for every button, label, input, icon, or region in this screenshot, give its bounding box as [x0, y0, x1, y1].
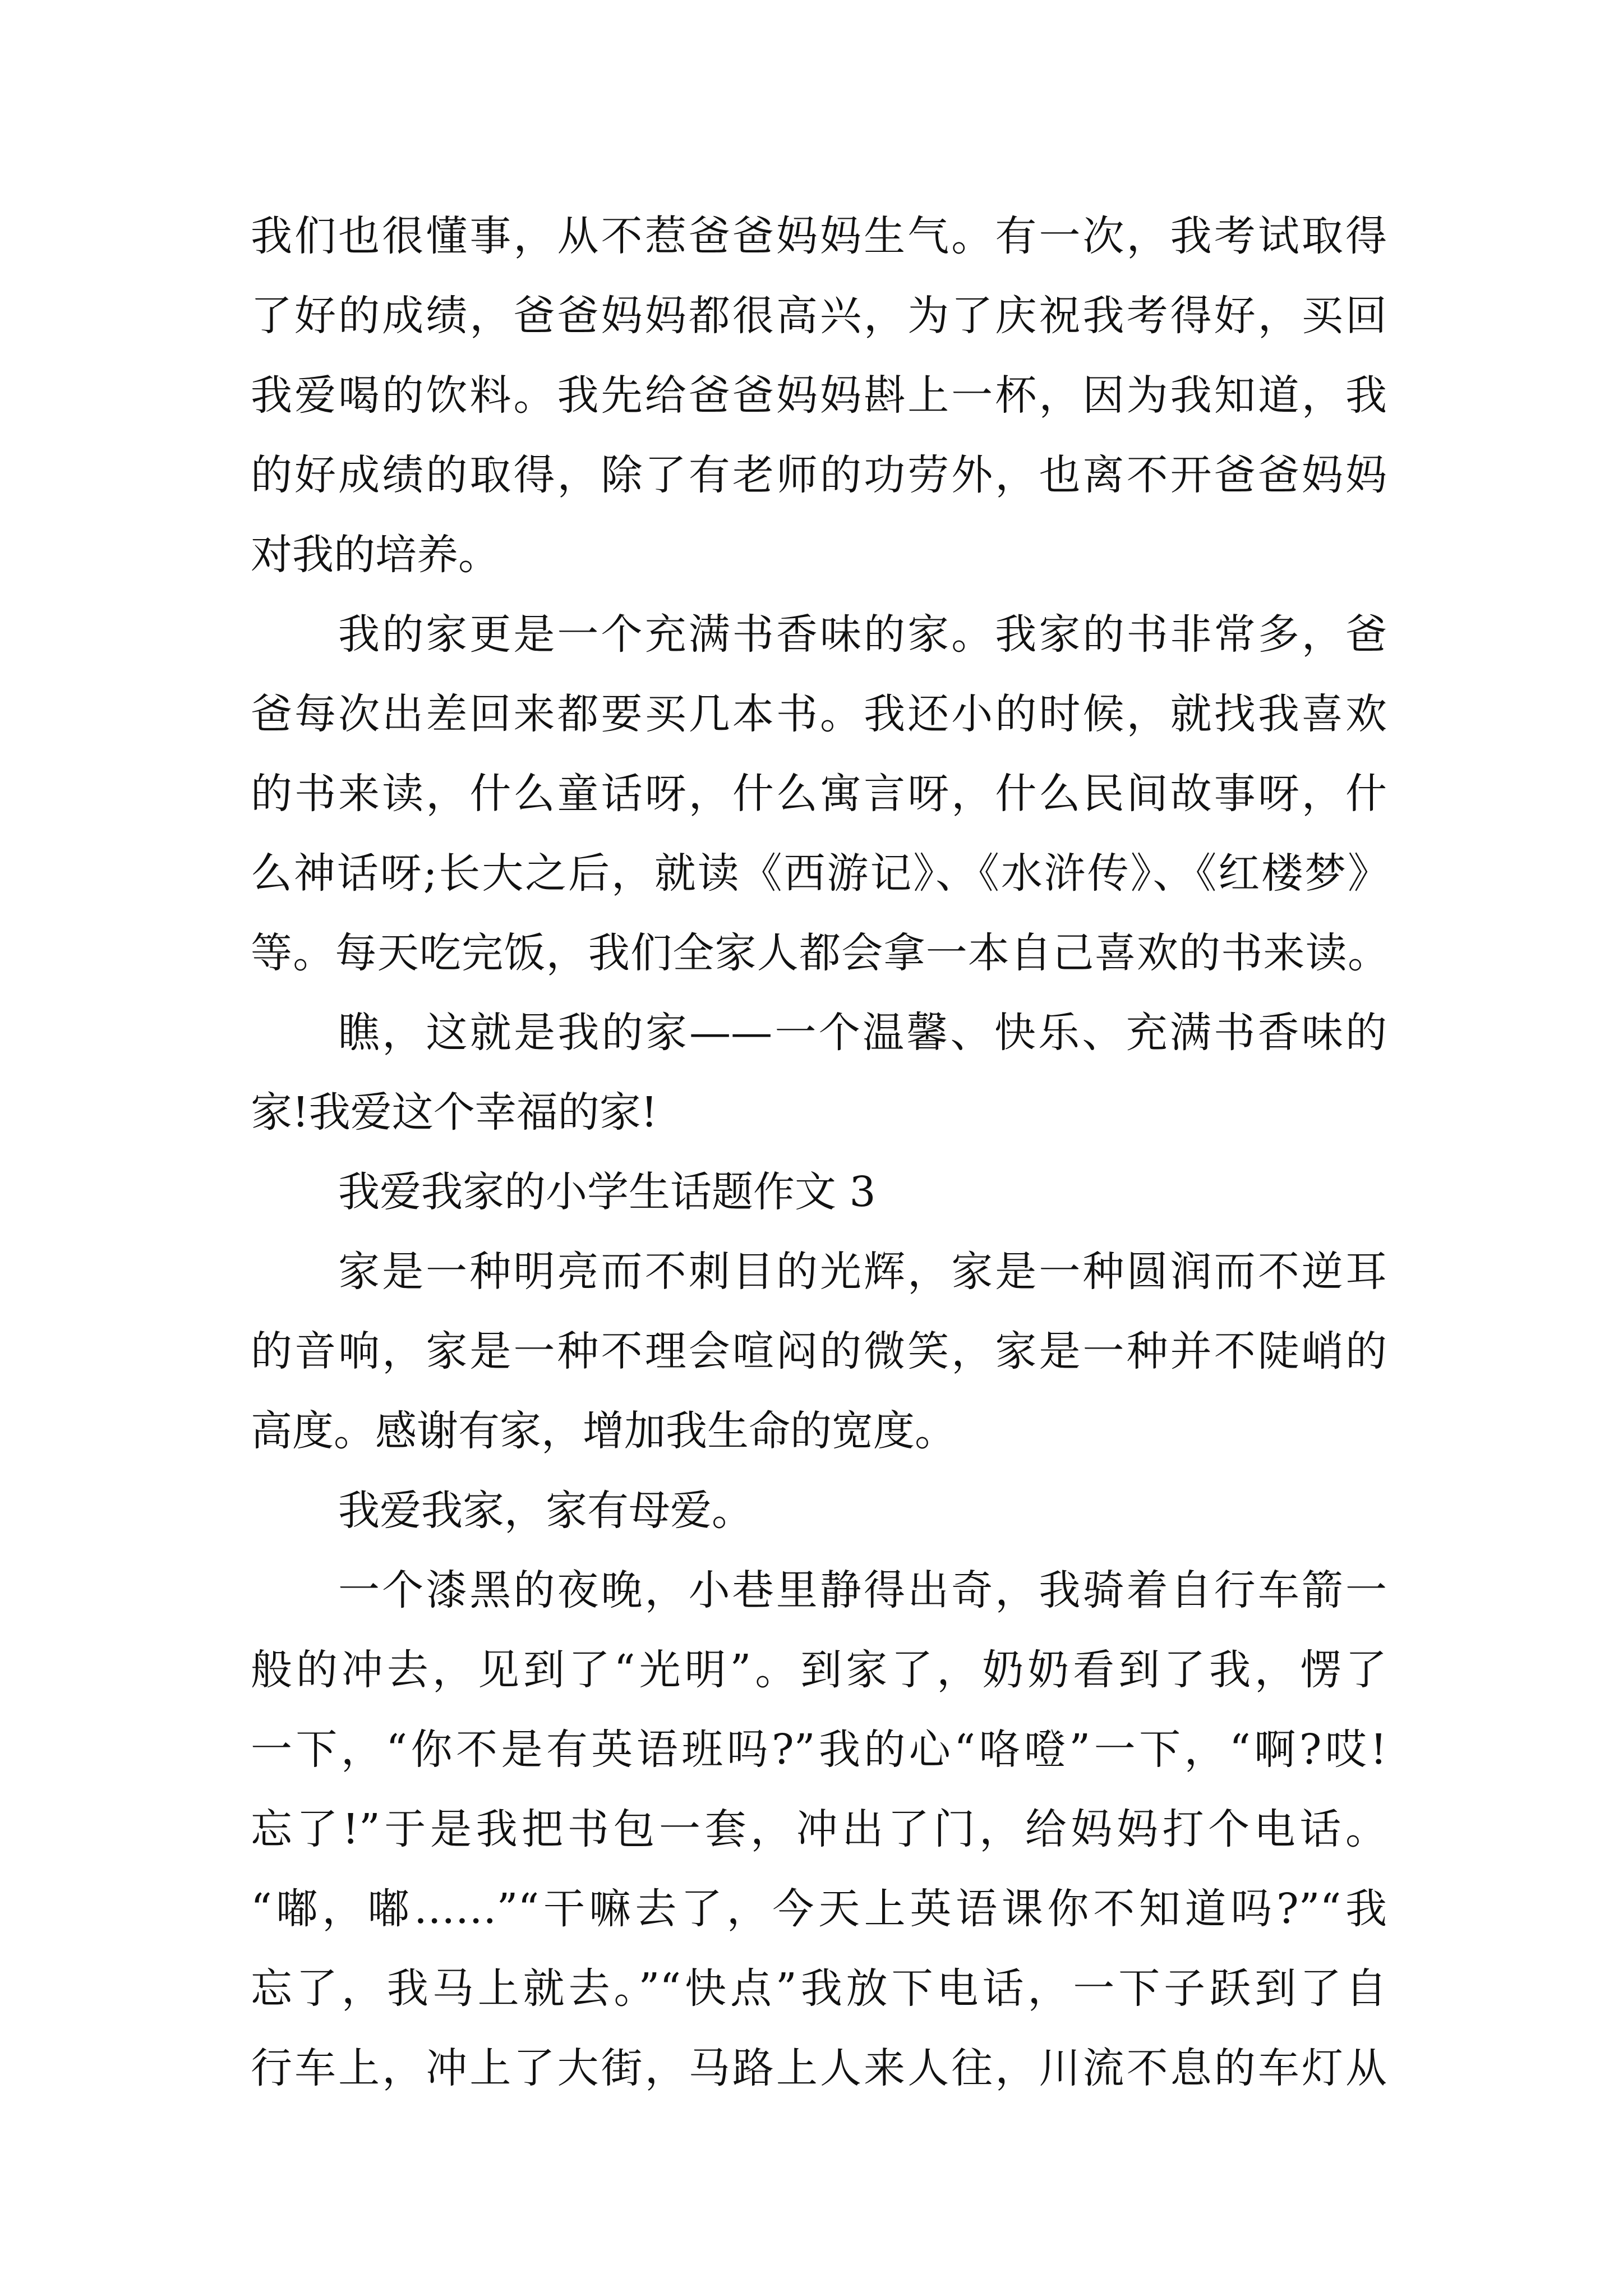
text-line: 我爱喝的饮料。我先给爸爸妈妈斟上一杯，因为我知道，我: [251, 371, 1387, 420]
text-line: 的音响，家是一种不理会喧闷的微笑，家是一种并不陡峭的: [251, 1327, 1387, 1375]
text-line: 一个漆黑的夜晚，小巷里静得出奇，我骑着自行车箭一: [338, 1566, 1387, 1614]
body-text: [251, 196, 1387, 2108]
text-line: 的书来读，什么童话呀，什么寓言呀，什么民间故事呀，什: [251, 770, 1387, 818]
text-line: 家是一种明亮而不刺目的光辉，家是一种圆润而不逆耳: [338, 1248, 1387, 1296]
text-line: 般的冲去，见到了“光明”。到家了，奶奶看到了我，愣了: [251, 1646, 1387, 1694]
text-line: 对我的培养。: [251, 531, 500, 579]
paragraph: [251, 1550, 1387, 2108]
paragraph: [251, 1471, 1387, 1550]
text-line: 等。每天吃完饭，我们全家人都会拿一本自己喜欢的书来读。: [251, 929, 1387, 977]
text-line: 么神话呀;长大之后，就读《西游记》、《水浒传》、《红楼梦》: [251, 849, 1387, 898]
text-line: 瞧，这就是我的家——一个温馨、快乐、充满书香味的: [338, 1009, 1387, 1057]
text-line: 家!我爱这个幸福的家!: [251, 1088, 658, 1137]
text-line: 了好的成绩，爸爸妈妈都很高兴，为了庆祝我考得好，买回: [251, 292, 1387, 340]
text-line: 的好成绩的取得，除了有老师的功劳外，也离不开爸爸妈妈: [251, 451, 1387, 499]
text-line: 爸每次出差回来都要买几本书。我还小的时候，就找我喜欢: [251, 690, 1387, 738]
paragraph: [251, 595, 1387, 993]
text-line: 我爱我家，家有母爱。: [338, 1487, 753, 1535]
text-line: 忘了，我马上就去。”“快点”我放下电话，一下子跃到了自: [251, 1964, 1387, 2013]
text-line: “嘟，嘟……”“干嘛去了，今天上英语课你不知道吗?”“我: [251, 1885, 1387, 1933]
text-line: 我们也很懂事，从不惹爸爸妈妈生气。有一次，我考试取得: [251, 212, 1387, 260]
text-line: 高度。感谢有家，增加我生命的宽度。: [251, 1407, 956, 1455]
text-line: 行车上，冲上了大街，马路上人来人往，川流不息的车灯从: [251, 2044, 1387, 2092]
paragraph: [251, 1232, 1387, 1471]
text-line: 我的家更是一个充满书香味的家。我家的书非常多，爸: [338, 610, 1387, 659]
paragraph: [251, 196, 1387, 595]
text-line: 忘了!”于是我把书包一套，冲出了门，给妈妈打个电话。: [251, 1805, 1387, 1853]
paragraph: [251, 993, 1387, 1152]
text-line: 一下，“你不是有英语班吗?”我的心“咯噔”一下，“啊?哎!: [251, 1726, 1387, 1774]
section-heading: 我爱我家的小学生话题作文 3: [338, 1168, 876, 1216]
